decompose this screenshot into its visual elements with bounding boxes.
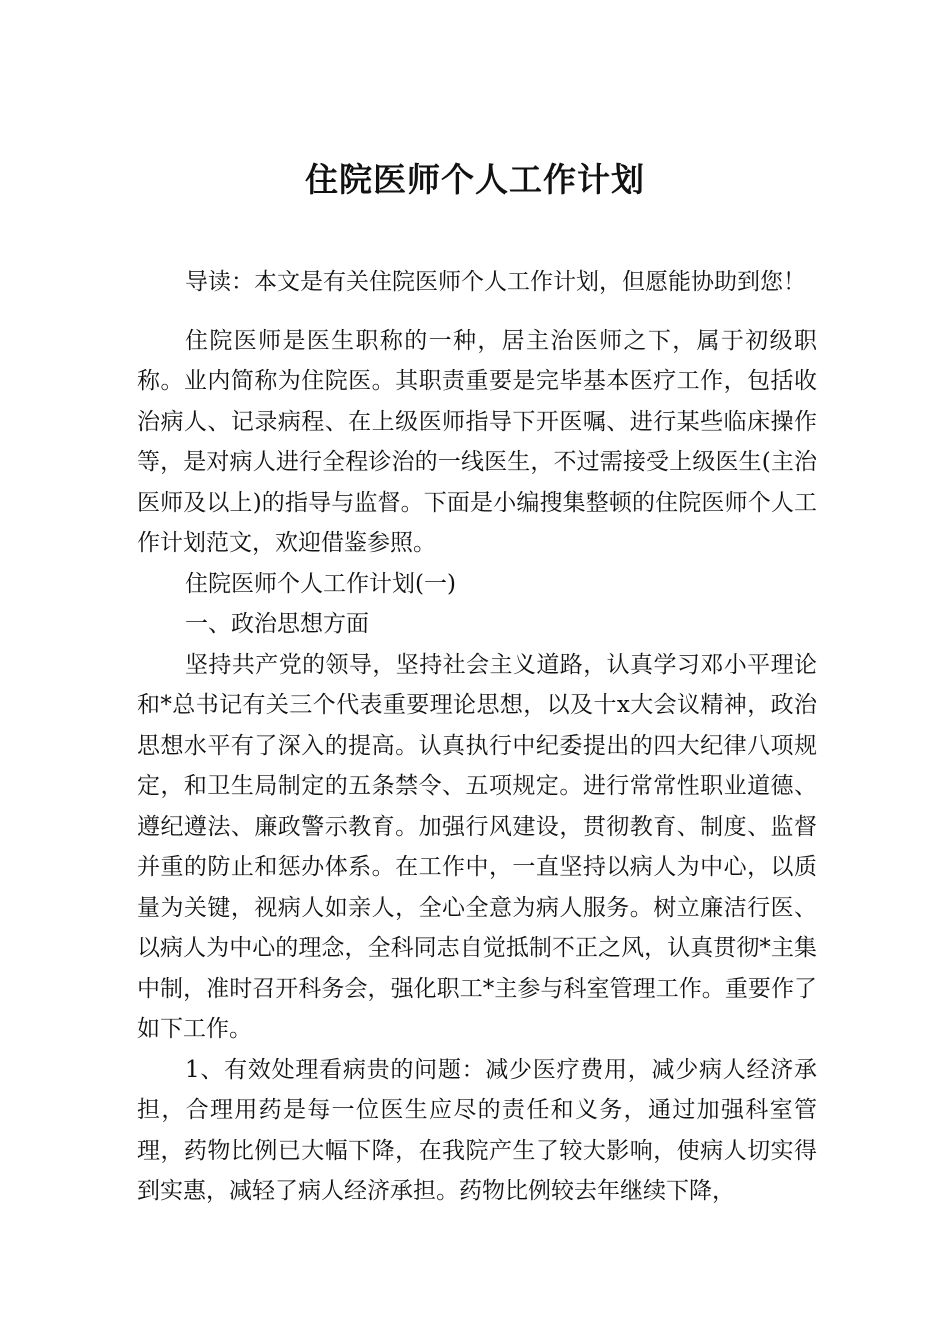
list-item-paragraph: 1、有效处理看病贵的问题：减少医疗费用，减少病人经济承担，合理用药是每一位医生应尽的责任和义务，通过加强科室管理，药物比例已大幅下降，在我院产生了较大影响，使病人切实得到实惠，减轻了病人经济承担。药物比例较去年继续下降， bbox=[137, 1056, 817, 1204]
overview-paragraph: 住院医师是医生职称的一种，居主治医师之下，属于初级职称。业内简称为住院医。其职责重要是完毕基本医疗工作，包括收治病人、记录病程、在上级医师指导下开医嘱、进行某些临床操作等，是对病人进行全程诊治的一线医生，不过需接受上级医生(主治医师及以上)的指导与监督。下面是小编搜集整顿的住院医师个人工作计划范文，欢迎借鉴参照。 bbox=[137, 327, 817, 556]
intro-paragraph: 导读：本文是有关住院医师个人工作计划，但愿能协助到您！ bbox=[185, 269, 806, 295]
section-heading: 住院医师个人工作计划(一) bbox=[185, 570, 456, 597]
subsection-heading: 一、政治思想方面 bbox=[185, 611, 369, 637]
body-paragraph: 坚持共产党的领导，坚持社会主义道路，认真学习邓小平理论和*总书记有关三个代表重要理论思想，以及十x大会议精神，政治思想水平有了深入的提高。认真执行中纪委提出的四大纪律八项规定，和卫生局制定的五条禁令、五项规定。进行常常性职业道德、遵纪遵法、廉政警示教育。加强行风建设，贯彻教育、制度、监督并重的防止和惩办体系。在工作中，一直坚持以病人为中心，以质量为关键，视病人如亲人，全心全意为病人服务。树立廉洁行医、以病人为中心的理念，全科同志自觉抵制不正之风，认真贯彻*主集中制，准时召开科务会，强化职工*主参与科室管理工作。重要作了如下工作。 bbox=[137, 651, 817, 1042]
document-title: 住院医师个人工作计划 bbox=[305, 160, 645, 199]
document-body bbox=[137, 262, 817, 1212]
